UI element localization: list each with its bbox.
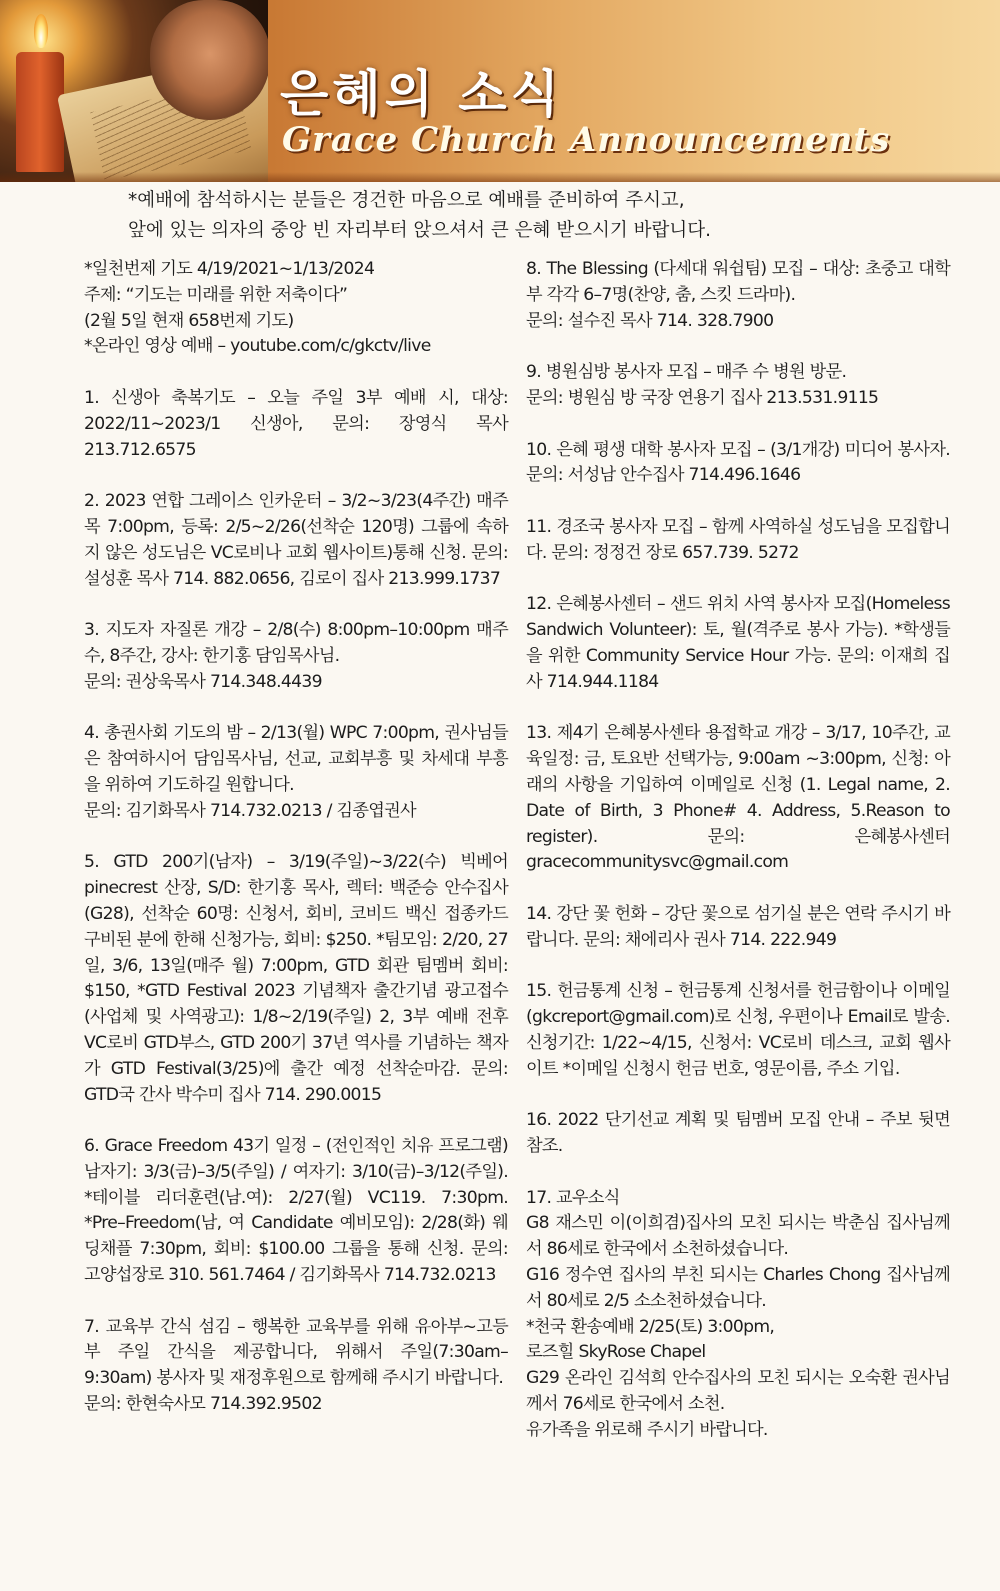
announcement-item	[84, 1315, 508, 1418]
announcement-line: G16 정수연 집사의 부친 되시는 Charles Chong 집사님께서 80세로 2/5 소소천하셨습니다.	[526, 1265, 950, 1311]
announcement-line: 14. 강단 꽃 헌화 – 강단 꽃으로 섬기실 분은 연락 주시기 바랍니다. 문의: 채에리사 권사 714. 222.949	[526, 903, 950, 950]
announcement-item	[526, 1108, 950, 1160]
announcement-item	[84, 721, 508, 824]
announcement-item	[84, 257, 508, 360]
candle-bible-photo	[0, 0, 268, 182]
announcement-item	[526, 979, 950, 1082]
flame-icon	[34, 14, 48, 48]
announcement-line: 4. 총권사회 기도의 밤 – 2/13(월) WPC 7:00pm, 권사님들은 참여하시어 담임목사님, 선교, 교회부흥 및 차세대 부흥을 위하여 기도하길 원합니다.	[84, 723, 508, 795]
announcement-line: 문의: 설수진 목사 714. 328.7900	[526, 310, 774, 331]
announcement-item	[526, 257, 950, 334]
announcement-item	[84, 850, 508, 1108]
announcement-item	[526, 721, 950, 876]
announcement-line: 유가족을 위로해 주시기 바랍니다.	[526, 1419, 768, 1440]
announcement-line: 7. 교육부 간식 섬김 – 행복한 교육부를 위해 유아부~고등부 주일 간식을 제공합니다, 위해서 주일(7:30am–9:30am) 봉사자 및 재정후원으로 함께해 주시기 바랍니다.	[84, 1316, 508, 1389]
announcement-line: 문의: 병원심 방 국장 연용기 집사 213.531.9115	[526, 387, 879, 408]
announcement-line: 11. 경조국 봉사자 모집 – 함께 사역하실 성도님을 모집합니다. 문의: 정정건 장로 657.739. 5272	[526, 516, 950, 563]
announcement-line: 16. 2022 단기선교 계획 및 팀멤버 모집 안내 – 주보 뒷면 참조.	[526, 1110, 950, 1157]
announcement-item	[526, 902, 950, 954]
worship-notice	[128, 186, 888, 246]
announcement-item	[84, 386, 508, 463]
announcement-line: 로즈힐 SkyRose Chapel	[526, 1342, 706, 1363]
announcement-item	[84, 618, 508, 695]
announcement-line: *온라인 영상 예배 – youtube.com/c/gkctv/live	[84, 336, 431, 357]
announcement-item	[526, 1186, 950, 1444]
announcement-line: 15. 헌금통계 신청 – 헌금통계 신청서를 헌금함이나 이메일(gkcreport@gmail.com)로 신청, 우편이나 Email로 발송. 신청기간: 1/22~4/15, 신청서: VC로비 데스크, 교회 웹사이트 *이메일 신청시 헌금 번호, 영문이름, 주소 기입.	[526, 981, 950, 1079]
announcement-line: G29 온라인 김석희 안수집사의 모친 되시는 오숙환 권사님께서 76세로 한국에서 소천.	[526, 1368, 950, 1415]
announcement-line: 문의: 한현숙사모 714.392.9502	[84, 1394, 322, 1415]
announcement-item	[526, 592, 950, 695]
page-subtitle: Grace Church Announcements	[282, 120, 891, 160]
announcement-line: (2월 5일 현재 658번제 기도)	[84, 310, 294, 331]
announcement-line: 3. 지도자 자질론 개강 – 2/8(수) 8:00pm–10:00pm 매주 수, 8주간, 강사: 한기홍 담임목사님.	[84, 620, 508, 666]
announcement-line: 12. 은혜봉사센터 – 샌드 위치 사역 봉사자 모집(Homeless Sandwich Volunteer): 토, 월(격주로 봉사 가능). *학생들을 위한 Community Service Hour 가능. 문의: 이재희 집사 714.944.1184	[526, 594, 950, 692]
candle-icon	[16, 52, 64, 172]
announcement-line: 10. 은혜 평생 대학 봉사자 모집 – (3/1개강) 미디어 봉사자. 문의: 서성남 안수집사 714.496.1646	[526, 439, 950, 486]
announcement-line: 주제: “기도는 미래를 위한 저축이다”	[84, 284, 348, 305]
announcement-line: *일천번제 기도 4/19/2021~1/13/2024	[84, 259, 375, 279]
notice-line: 앞에 있는 의자의 중앙 빈 자리부터 앉으셔서 큰 은혜 받으시기 바랍니다.	[128, 220, 711, 241]
announcement-line: G8 재스민 이(이희겸)집사의 모친 되시는 박춘심 집사님께서 86세로 한국에서 소천하셨습니다.	[526, 1213, 950, 1260]
announcement-line: 13. 제4기 은혜봉사센타 용접학교 개강 – 3/17, 10주간, 교육일정: 금, 토요반 선택가능, 9:00am ~3:00pm, 신청: 아래의 사항을 기입하여 이메일로 신청 (1. Legal name, 2. Date of Birth, 3 Phone# 4. Address, 5.Reason to register). 문의: 은혜봉사센터 gracecommunitysvc@gmail.com	[526, 723, 950, 873]
announcement-line: 9. 병원심방 봉사자 모집 – 매주 수 병원 방문.	[526, 362, 847, 383]
announcement-item	[526, 438, 950, 490]
announcement-line: *천국 환송예배 2/25(토) 3:00pm,	[526, 1316, 775, 1337]
announcement-line: 2. 2023 연합 그레이스 인카운터 – 3/2~3/23(4주간) 매주 목 7:00pm, 등록: 2/5~2/26(선착순 120명) 그룹에 속하지 않은 성도님은 VC로비나 교회 웹사이트)통해 신청. 문의: 설성훈 목사 714. 882.0656, 김로이 집사 213.999.1737	[84, 491, 508, 589]
announcement-item	[84, 1134, 508, 1289]
announcement-line: 5. GTD 200기(남자) – 3/19(주일)~3/22(수) 빅베어 pinecrest 산장, S/D: 한기홍 목사, 렉터: 백준승 안수집사(G28), 선착순 60명: 신청서, 회비, 코비드 백신 접종카드 구비된 분에 한해 신청가능, 회비: $250. *팀모임: 2/20, 27일, 3/6, 13일(매주 월) 7:00pm, GTD 회관 팀멤버 회비: $150, *GTD Festival 2023 기념책자 출간기념 광고접수(사업체 및 사역광고): 1/8~2/19(주일) 2, 3부 예배 전후 VC로비 GTD부스, GTD 200기 37년 역사를 기념하는 책자가 GTD Festival(3/25)에 출간 예정 선착순마감. 문의: GTD국 간사 박수미 집사 714. 290.0015	[84, 852, 508, 1105]
announcement-line: 8. The Blessing (다세대 워쉽팀) 모집 – 대상: 초중고 대학부 각각 6–7명(찬양, 춤, 스킷 드라마).	[526, 259, 950, 305]
announcement-line: 문의: 권상욱목사 714.348.4439	[84, 671, 322, 692]
header-banner	[0, 0, 1000, 182]
announcement-item	[84, 489, 508, 592]
page-title: 은혜의 소식	[280, 65, 563, 123]
announcement-line: 1. 신생아 축복기도 – 오늘 주일 3부 예배 시, 대상: 2022/11~2023/1 신생아, 문의: 장영식 목사 213.712.6575	[84, 387, 508, 460]
announcement-line: 6. Grace Freedom 43기 일정 – (전인적인 치유 프로그램) 남자기: 3/3(금)–3/5(주일) / 여자기: 3/10(금)–3/12(주일). *테이블 리더훈련(남.여): 2/27(월) VC119. 7:30pm. *Pre–Freedom(남, 여 Candidate 예비모임): 2/28(화) 웨딩채플 7:30pm, 회비: $100.00 그룹을 통해 신청. 문의: 고양섭장로 310. 561.7464 / 김기화목사 714.732.0213	[84, 1136, 508, 1286]
announcement-item	[526, 360, 950, 412]
announcement-item	[526, 515, 950, 567]
announcement-line: 문의: 김기화목사 714.732.0213 / 김종엽권사	[84, 800, 416, 821]
praying-hands-icon	[150, 0, 268, 120]
announcement-line: 17. 교우소식	[526, 1187, 620, 1208]
notice-line: *예배에 참석하시는 분들은 경건한 마음으로 예배를 준비하여 주시고,	[128, 190, 685, 211]
announcements-left-column	[84, 257, 508, 1444]
announcements-right-column	[526, 257, 950, 1469]
